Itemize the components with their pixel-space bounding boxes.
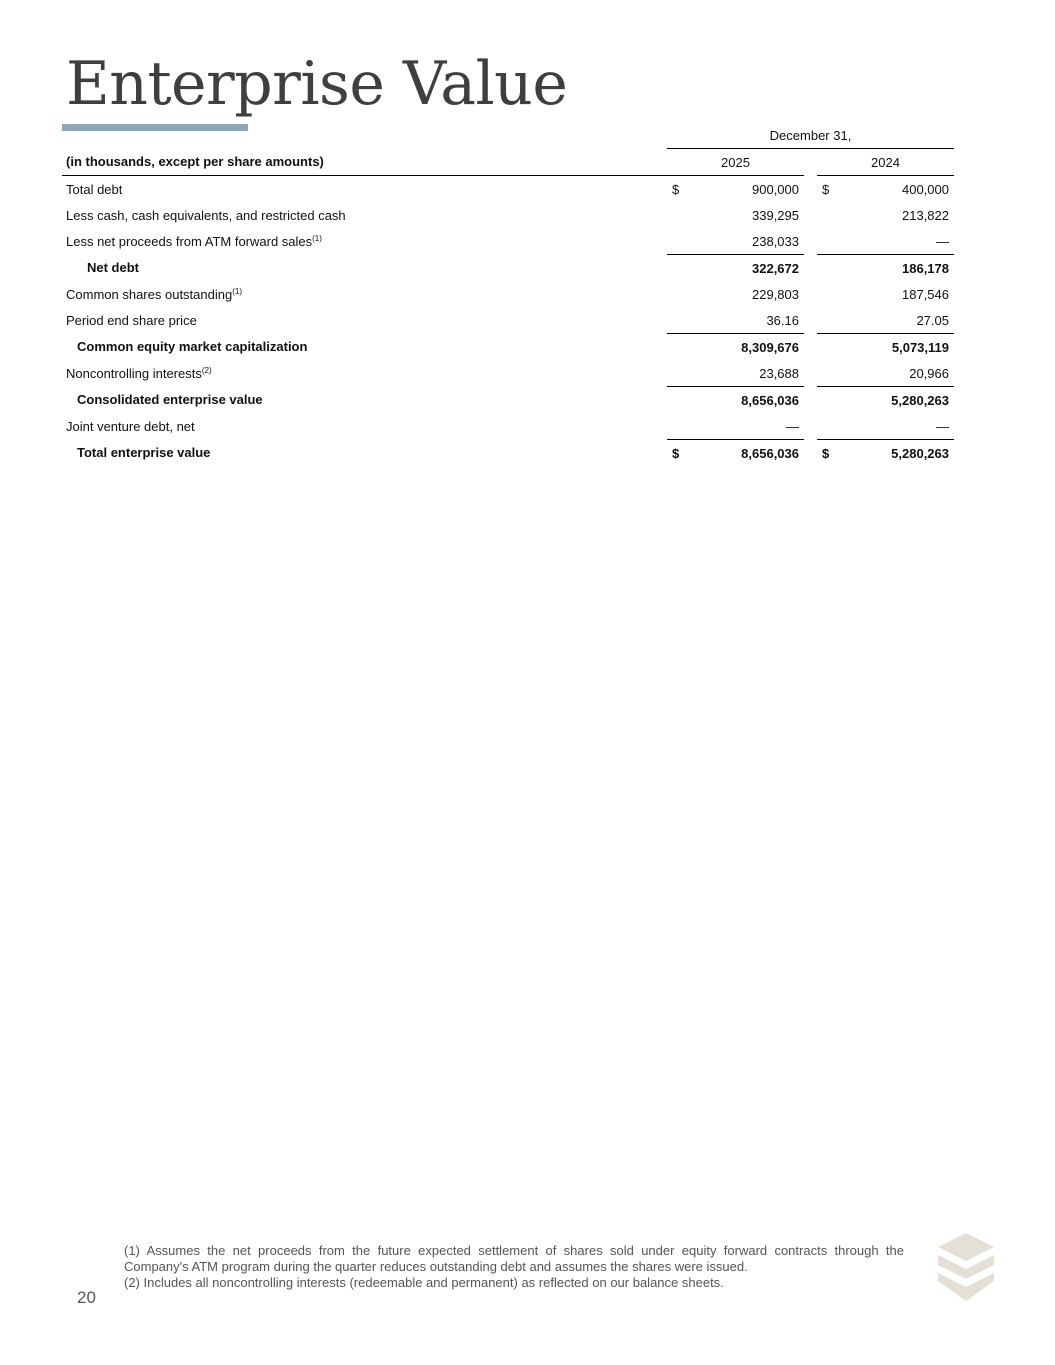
value-2024: 187,546	[902, 286, 949, 302]
row-label: Joint venture debt, net	[66, 418, 195, 434]
year-header-2024: 2024	[871, 154, 900, 170]
table-header-year-row	[62, 149, 954, 176]
currency-sign: $	[667, 176, 687, 203]
row-label: Period end share price	[66, 312, 197, 328]
row-label: Noncontrolling interests$^{(2)}$	[66, 365, 212, 381]
page-number: 20	[77, 1288, 96, 1307]
year-header-2025: 2025	[721, 154, 750, 170]
footnote-1: (1) Assumes the net proceeds from the future expected settlement of shares sold under equity forward contracts through the Company's ATM program during the quarter reduces outstanding debt and assumes the shares were issued.	[124, 1243, 904, 1274]
value-2024: 400,000	[837, 176, 954, 203]
table-header-period-row	[62, 122, 954, 149]
table-row-subtotal	[62, 334, 954, 361]
value-2025: 339,295	[752, 207, 799, 223]
footnote-ref: (1)	[232, 286, 242, 296]
value-2025: 8,656,036	[741, 445, 799, 461]
table-row-subtotal	[62, 255, 954, 282]
value-2024: —	[837, 413, 954, 440]
table-row	[62, 228, 954, 255]
value-2025: 229,803	[752, 286, 799, 302]
stacked-chevron-logo-icon	[935, 1230, 997, 1304]
value-2025: —	[687, 413, 804, 440]
value-2024: 5,073,119	[891, 339, 949, 355]
row-label: Common equity market capitalization	[77, 339, 308, 355]
value-2025: 900,000	[687, 176, 804, 203]
table-row-subtotal	[62, 387, 954, 414]
row-label: Common shares outstanding$^{(1)}$	[66, 286, 242, 302]
value-2024: 5,280,263	[891, 392, 949, 408]
value-2025: 8,656,036	[741, 392, 799, 408]
table-row	[62, 176, 954, 203]
value-2024: —	[837, 228, 954, 255]
value-2024: 20,966	[837, 360, 954, 387]
table-row	[62, 413, 954, 440]
table-row	[62, 360, 954, 387]
value-2024: 5,280,263	[891, 445, 949, 461]
units-label: (in thousands, except per share amounts)	[66, 154, 324, 170]
row-label: Less cash, cash equivalents, and restricted cash	[66, 207, 346, 223]
footnote-2: (2) Includes all noncontrolling interests (redeemable and permanent) as reflected on our balance sheets.	[124, 1275, 724, 1290]
value-2024: 213,822	[902, 207, 949, 223]
row-label: Net debt	[87, 260, 139, 276]
enterprise-value-table	[62, 122, 954, 466]
row-label: Total debt	[62, 176, 667, 203]
value-2025: 238,033	[687, 228, 804, 255]
page-title: Enterprise Value	[66, 49, 568, 119]
value-2025: 23,688	[687, 360, 804, 387]
table-row-total	[62, 440, 954, 467]
row-label: Total enterprise value	[77, 445, 211, 461]
row-label: Less net proceeds from ATM forward sales$^{(1)}$	[66, 233, 322, 249]
footnotes	[124, 1243, 904, 1291]
period-header: December 31,	[667, 122, 954, 149]
footnote-ref: (2)	[201, 365, 212, 375]
footnote-ref: (1)	[312, 233, 322, 243]
value-2025: 8,309,676	[741, 339, 799, 355]
currency-sign: $	[817, 176, 837, 203]
currency-sign: $	[672, 445, 680, 461]
value-2024: 27.05	[837, 307, 954, 334]
value-2024: 186,178	[902, 260, 949, 276]
table-row	[62, 202, 954, 228]
row-label: Consolidated enterprise value	[77, 392, 263, 408]
table-row	[62, 281, 954, 307]
table-row	[62, 307, 954, 334]
value-2025: 322,672	[752, 260, 799, 276]
value-2025: 36.16	[687, 307, 804, 334]
currency-sign: $	[822, 445, 830, 461]
